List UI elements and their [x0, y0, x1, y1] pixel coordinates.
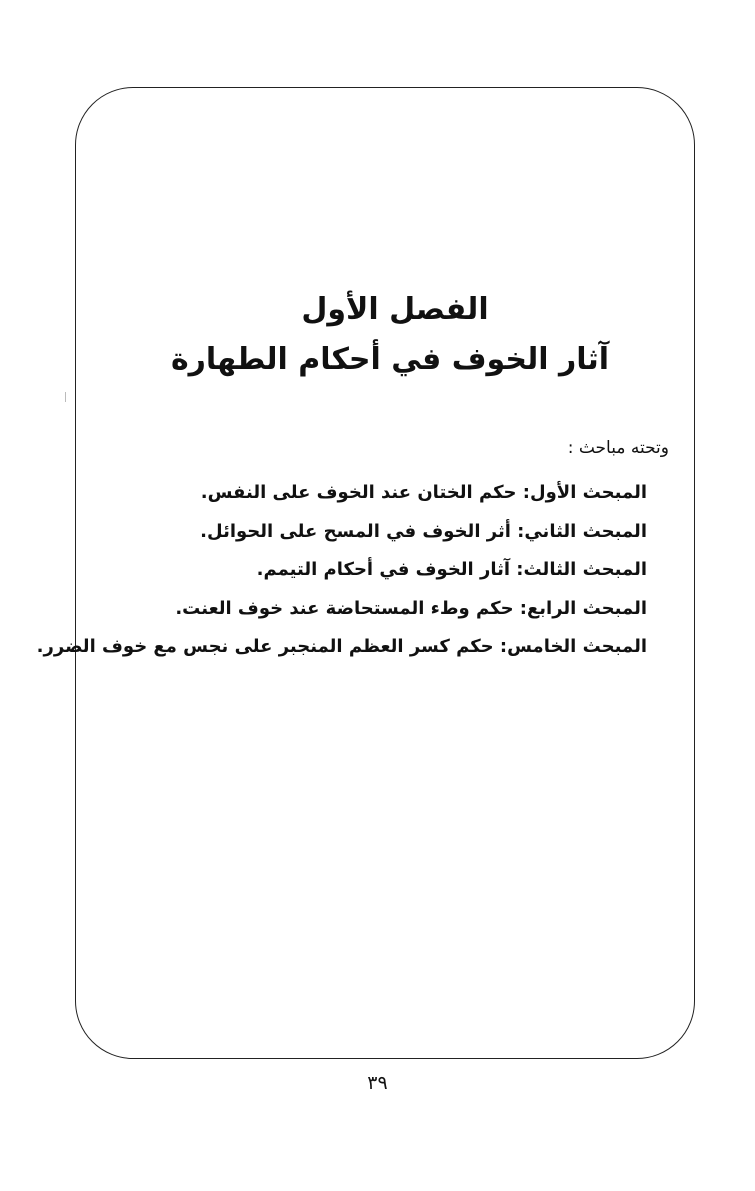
section-item-4: المبحث الرابع: حكم وطء المستحاضة عند خوف العنت. [175, 597, 647, 619]
section-item-1: المبحث الأول: حكم الختان عند الخوف على النفس. [200, 482, 647, 503]
margin-mark [65, 392, 66, 402]
page-number: ٣٩ [367, 1072, 388, 1094]
chapter-subtitle: آثار الخوف في أحكام الطهارة [170, 342, 610, 377]
sections-list [37, 474, 647, 667]
chapter-title: الفصل الأول [301, 292, 489, 327]
section-item-2: المبحث الثاني: أثر الخوف في المسح على الحوائل. [200, 520, 647, 542]
section-item-5: المبحث الخامس: حكم كسر العظم المنجبر على نجس مع خوف الضرر. [36, 636, 647, 657]
sections-intro: وتحته مباحث : [567, 438, 669, 458]
section-item-3: المبحث الثالث: آثار الخوف في أحكام التيمم. [256, 559, 647, 580]
